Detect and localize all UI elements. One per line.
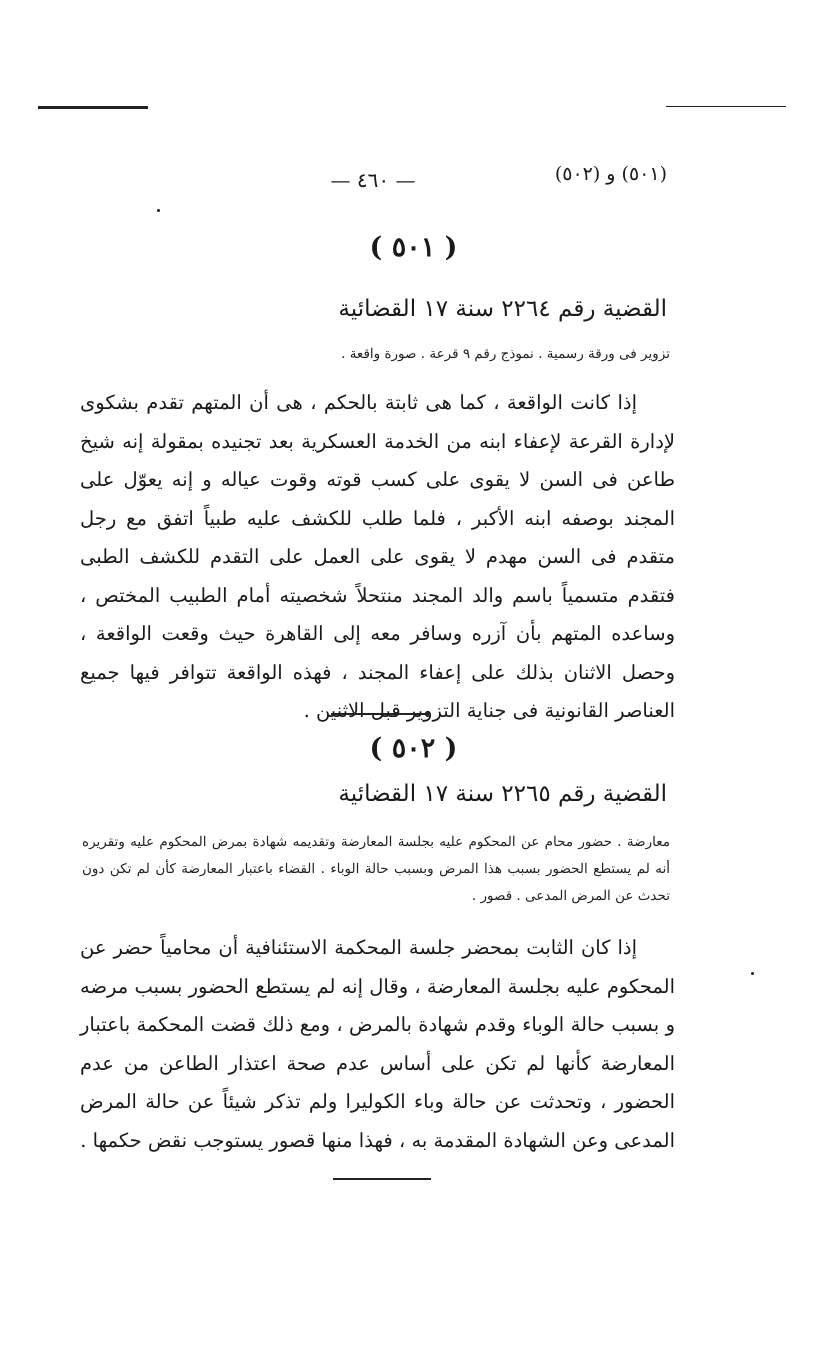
case-body-501 xyxy=(80,384,675,731)
page-number: — ٤٦٠ — xyxy=(330,168,416,192)
end-separator xyxy=(333,1178,431,1180)
case-body-501-paragraph: إذا كانت الواقعة ، كما هى ثابتة بالحكم ، هى أن المتهم تقدم بشكوى لإدارة القرعة لإعفاء ابنه من الخدمة العسكرية بعد تجنيده بمقولة إنه شيخ طاعن فى السن لا يقوى على كسب قوته وقوت عياله و إنه يعوّل على المجند بوصفه ابنه الأكبر ، فلما طلب للكشف عليه طبياً اتفق مع رجل متقدم فى السن مهدم لا يقوى على العمل على التقدم للكشف الطبى فتقدم متسمياً باسم والد المجند منتحلاً شخصيته أمام الطبيب المختص ، وساعده المتهم بأن آزره وسافر معه إلى القاهرة حيث وقعت الواقعة ، وحصل الاثنان بذلك على إعفاء المجند ، فهذه الواقعة تتوافر فيها جميع العناصر القانونية فى جناية التزوير قبل الاثنين . xyxy=(80,391,675,722)
section-separator xyxy=(331,713,429,715)
case-body-502 xyxy=(80,929,675,1160)
top-left-rule xyxy=(38,106,148,109)
case-summary-501: تزوير فى ورقة رسمية . نموذج رقم ٩ قرعة . صورة واقعة . xyxy=(341,346,670,362)
top-right-rule xyxy=(666,106,786,107)
case-number-502: ( ٥٠٢ ) xyxy=(369,733,458,764)
ink-dot xyxy=(157,209,160,212)
case-title-501: القضية رقم ٢٢٦٤ سنة ١٧ القضائية xyxy=(338,296,667,322)
header-case-range: (٥٠١) و (٥٠٢) xyxy=(554,163,667,185)
case-title-502: القضية رقم ٢٢٦٥ سنة ١٧ القضائية xyxy=(338,781,667,807)
case-body-502-paragraph: إذا كان الثابت بمحضر جلسة المحكمة الاستئنافية أن محامياً حضر عن المحكوم عليه بجلسة المعارضة ، وقال إنه لم يستطع الحضور بسبب مرضه و بسبب حالة الوباء وقدم شهادة بالمرض ، ومع ذلك قضت المحكمة باعتبار المعارضة كأنها لم تكن على أساس عدم صحة اعتذار الطاعن من عدم الحضور ، وتحدثت عن حالة وباء الكوليرا ولم تذكر شيئاً عن حالة المرض المدعى وعن الشهادة المقدمة به ، فهذا منها قصور يستوجب نقض حكمها . xyxy=(80,936,675,1152)
case-number-501: ( ٥٠١ ) xyxy=(369,232,458,263)
case-summary-502: معارضة . حضور محام عن المحكوم عليه بجلسة المعارضة وتقديمه شهادة بمرض المحكوم عليه وتقريره أنه لم يستطع الحضور بسبب هذا المرض وبسبب حالة الوباء . القضاء باعتبار المعارضة كأن لم تكن دون تحدث عن المرض المدعى . قصور . xyxy=(82,834,670,904)
ink-dot xyxy=(751,972,754,975)
